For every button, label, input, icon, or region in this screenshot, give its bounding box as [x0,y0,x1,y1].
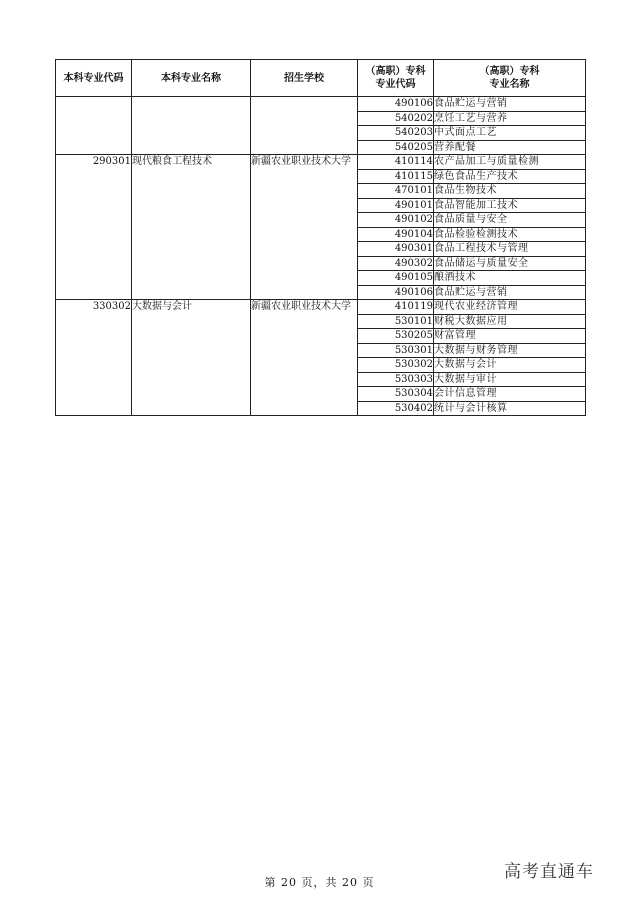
zk-name-cell: 大数据与财务管理 [434,343,586,358]
header-bk-code: 本科专业代码 [56,60,132,97]
zk-code-cell: 490101 [358,198,434,213]
zk-name-cell: 财富管理 [434,329,586,344]
header-zk-name [434,60,586,97]
zk-code-cell: 490302 [358,256,434,271]
header-zk-code-line1: （高职）专科 [365,66,426,77]
zk-name-cell: 食品贮运与营销 [434,97,586,112]
header-zk-code [358,60,434,97]
bk-code-cell: 330302 [56,300,132,416]
bk-name-cell: 现代粮食工程技术 [132,155,251,300]
header-zk-code-line2: 专业代码 [375,79,416,90]
table-row [56,155,586,170]
header-zk-name-line2: 专业名称 [489,79,530,90]
bk-name-cell [132,97,251,155]
zk-code-cell: 490102 [358,213,434,228]
zk-code-cell: 530304 [358,387,434,402]
header-bk-name: 本科专业名称 [132,60,251,97]
bk-code-cell [56,97,132,155]
zk-name-cell: 大数据与会计 [434,358,586,373]
header-zk-name-line1: （高职）专科 [479,66,540,77]
zk-code-cell: 490106 [358,285,434,300]
zk-name-cell: 财税大数据应用 [434,314,586,329]
bk-code-cell: 290301 [56,155,132,300]
school-cell: 新疆农业职业技术大学 [251,155,358,300]
zk-name-cell: 食品贮运与营销 [434,285,586,300]
school-cell [251,97,358,155]
zk-name-cell: 食品生物技术 [434,184,586,199]
zk-name-cell: 营养配餐 [434,140,586,155]
zk-code-cell: 470101 [358,184,434,199]
bk-name-cell: 大数据与会计 [132,300,251,416]
table-row [56,97,586,112]
zk-code-cell: 410115 [358,169,434,184]
zk-name-cell: 酿酒技术 [434,271,586,286]
page-footer: 第 20 页，共 20 页 [264,876,375,889]
major-mapping-table [55,59,586,416]
zk-code-cell: 530101 [358,314,434,329]
zk-name-cell: 食品智能加工技术 [434,198,586,213]
zk-code-cell: 530205 [358,329,434,344]
zk-name-cell: 统计与会计核算 [434,401,586,416]
zk-code-cell: 410119 [358,300,434,315]
table-header-row [56,60,586,97]
zk-name-cell: 大数据与审计 [434,372,586,387]
zk-name-cell: 中式面点工艺 [434,126,586,141]
school-cell: 新疆农业职业技术大学 [251,300,358,416]
zk-code-cell: 540205 [358,140,434,155]
zk-name-cell: 农产品加工与质量检测 [434,155,586,170]
zk-code-cell: 490105 [358,271,434,286]
zk-code-cell: 490301 [358,242,434,257]
zk-code-cell: 490104 [358,227,434,242]
zk-code-cell: 530303 [358,372,434,387]
zk-code-cell: 530302 [358,358,434,373]
table-body [56,97,586,416]
zk-name-cell: 食品工程技术与管理 [434,242,586,257]
zk-name-cell: 绿色食品生产技术 [434,169,586,184]
zk-code-cell: 540202 [358,111,434,126]
zk-code-cell: 490106 [358,97,434,112]
header-school: 招生学校 [251,60,358,97]
zk-name-cell: 会计信息管理 [434,387,586,402]
zk-code-cell: 410114 [358,155,434,170]
zk-name-cell: 食品检验检测技术 [434,227,586,242]
zk-name-cell: 食品质量与安全 [434,213,586,228]
table-row [56,300,586,315]
zk-code-cell: 530301 [358,343,434,358]
zk-code-cell: 540203 [358,126,434,141]
zk-code-cell: 530402 [358,401,434,416]
zk-name-cell: 食品储运与质量安全 [434,256,586,271]
zk-name-cell: 烹饪工艺与营养 [434,111,586,126]
zk-name-cell: 现代农业经济管理 [434,300,586,315]
watermark-logo: 高考直通车 [504,862,594,882]
